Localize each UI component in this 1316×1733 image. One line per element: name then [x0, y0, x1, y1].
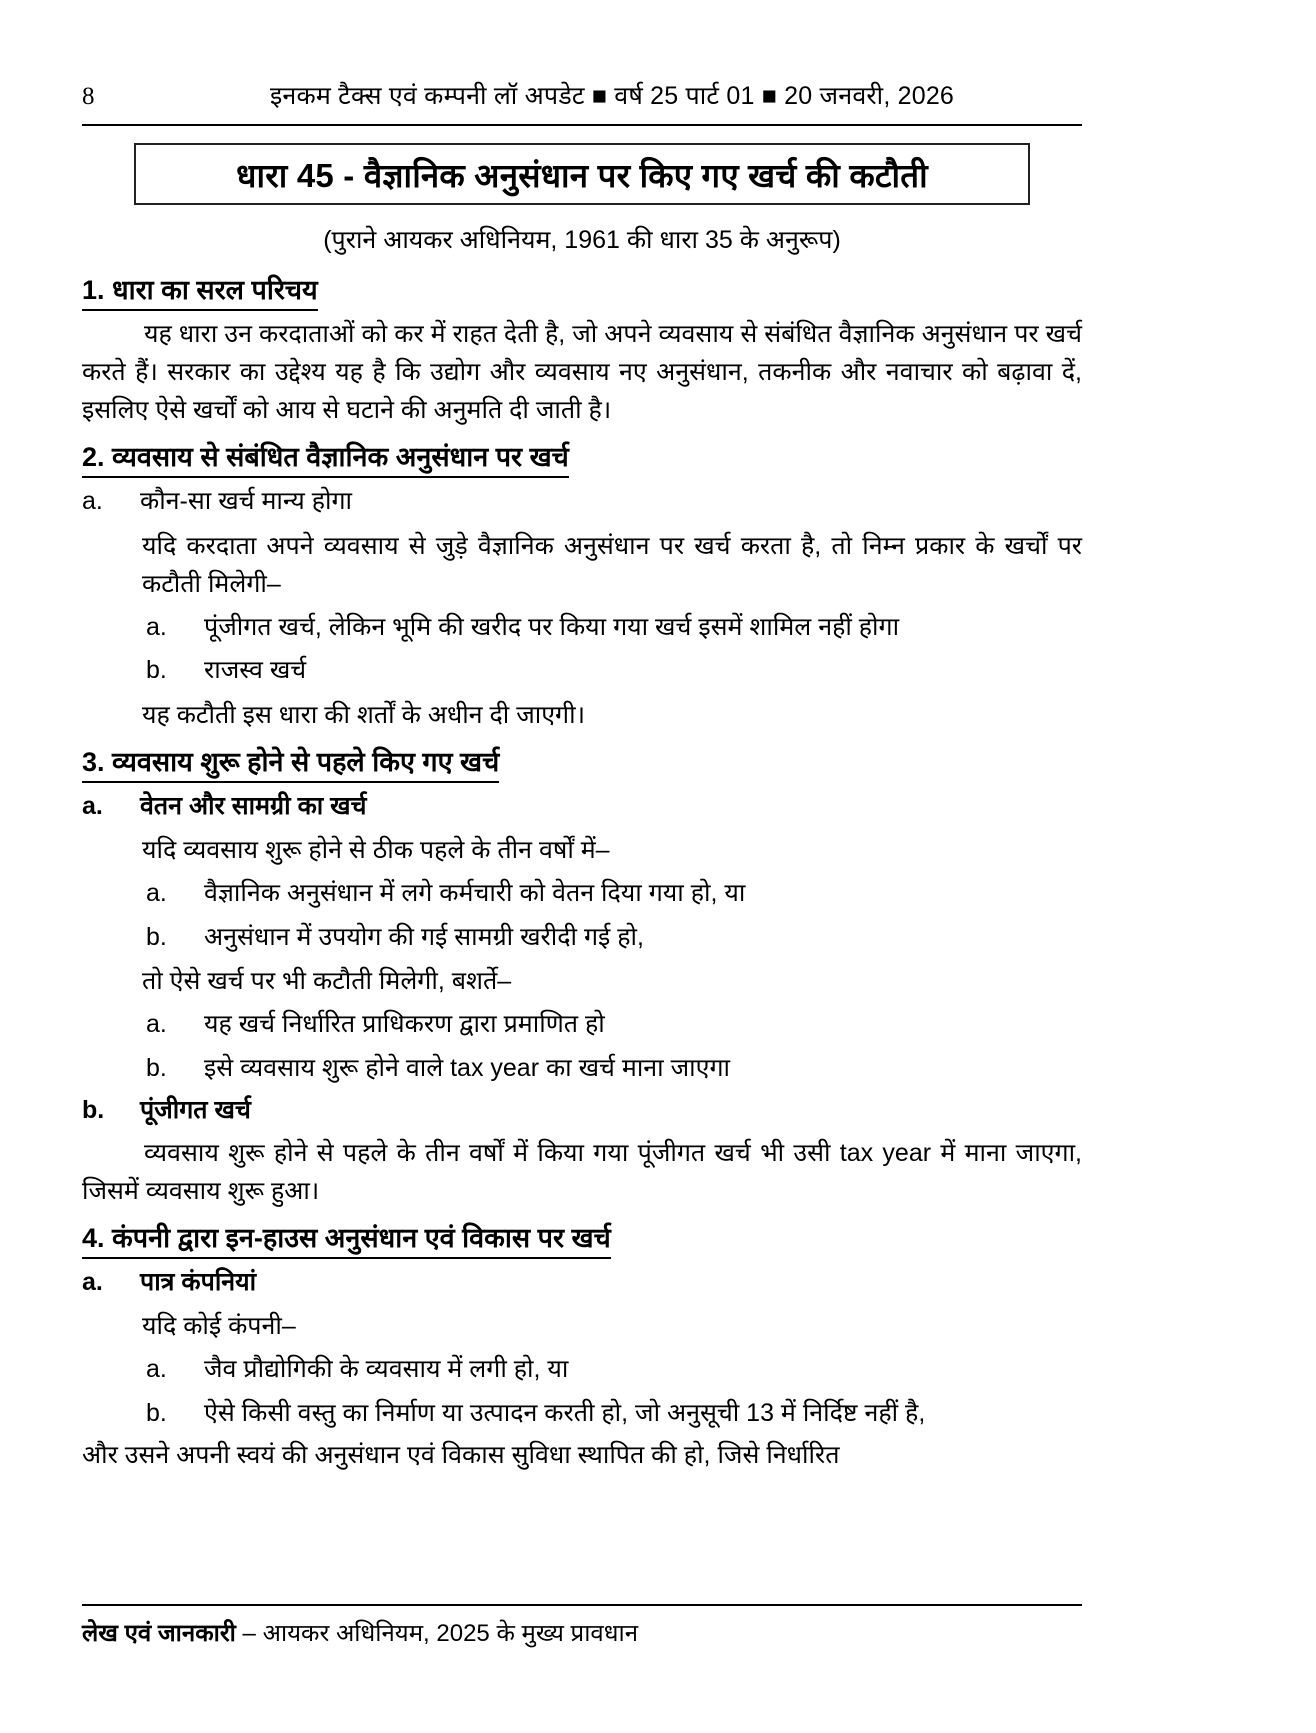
section-3-item-a — [82, 788, 1082, 826]
section-2-subblock — [142, 527, 1082, 734]
section-1-heading — [82, 270, 1082, 311]
header-divider — [82, 124, 1082, 126]
list-marker: a. — [146, 1010, 167, 1038]
document-subtitle: (पुराने आयकर अधिनियम, 1961 की धारा 35 के अनुरूप) — [323, 226, 841, 254]
section-3-heading-text: 3. व्यवसाय शुरू होने से पहले किए गए खर्च — [82, 742, 499, 783]
section-4-closing: और उसने अपनी स्वयं की अनुसंधान एवं विकास सुविधा स्थापित की हो, जिसे निर्धारित — [82, 1441, 840, 1469]
section-2-heading — [82, 437, 1082, 478]
list-item-text: ऐसे किसी वस्तु का निर्माण या उत्पादन करती हो, जो अनुसूची 13 में निर्दिष्ट नहीं है, — [204, 1398, 926, 1427]
section-1-paragraph: यह धारा उन करदाताओं को कर में राहत देती है, जो अपने व्यवसाय से संबंधित वैज्ञानिक अनुसंधान पर खर्च करते हैं। सरकार का उद्देश्य यह है कि उद्योग और व्यवसाय नए अनुसंधान, तकनीक और नवाचार को बढ़ावा दें, इसलिए ऐसे खर्चों को आय से घटाने की अनुमति दी जाती है। — [82, 320, 1082, 424]
section-2-closing: यह कटौती इस धारा की शर्तों के अधीन दी जाएगी। — [142, 700, 586, 729]
list-item — [142, 1351, 1082, 1389]
section-3-mid-lead: तो ऐसे खर्च पर भी कटौती मिलेगी, बशर्ते– — [142, 967, 512, 995]
section-3-item-b — [82, 1092, 1082, 1130]
section-3-heading — [82, 742, 1082, 783]
list-item-title: कौन-सा खर्च मान्य होगा — [140, 487, 353, 515]
list-item-text: इसे व्यवसाय शुरू होने वाले tax year का खर्च माना जाएगा — [204, 1053, 730, 1082]
list-item-text: जैव प्रौद्योगिकी के व्यवसाय में लगी हो, या — [204, 1355, 569, 1383]
list-marker: a. — [82, 1267, 103, 1296]
list-marker: a. — [82, 487, 103, 515]
list-item-title: पूंजीगत खर्च — [140, 1096, 251, 1124]
list-marker: b. — [146, 656, 167, 684]
list-marker: a. — [146, 1355, 167, 1383]
section-2-item-a — [82, 483, 1082, 521]
section-4-heading-text: 4. कंपनी द्वारा इन-हाउस अनुसंधान एवं विकास पर खर्च — [82, 1218, 611, 1259]
list-item — [142, 1006, 1082, 1044]
list-marker: b. — [82, 1096, 105, 1124]
list-item-text: पूंजीगत खर्च, लेकिन भूमि की खरीद पर किया गया खर्च इसमें शामिल नहीं होगा — [204, 612, 900, 641]
list-marker: a. — [146, 879, 167, 907]
list-marker: b. — [146, 922, 167, 951]
list-item — [142, 652, 1082, 690]
list-item-text: अनुसंधान में उपयोग की गई सामग्री खरीदी गई हो, — [204, 922, 644, 951]
list-item-text: राजस्व खर्च — [204, 656, 307, 684]
list-marker: b. — [146, 1398, 167, 1427]
document-title: धारा 45 - वैज्ञानिक अनुसंधान पर किए गए खर्च की कटौती — [236, 156, 928, 194]
page-footer — [82, 1616, 1082, 1649]
list-item — [142, 1050, 1082, 1088]
list-item-text: यह खर्च निर्धारित प्राधिकरण द्वारा प्रमाणित हो — [204, 1010, 605, 1038]
section-4-lead: यदि कोई कंपनी– — [142, 1312, 296, 1340]
section-1-heading-text: 1. धारा का सरल परिचय — [82, 270, 318, 311]
section-4-heading — [82, 1218, 1082, 1259]
section-3-subblock-1 — [142, 831, 1082, 1087]
header-title: इनकम टैक्स एवं कम्पनी लॉ अपडेट ■ वर्ष 25 पार्ट 01 ■ 20 जनवरी, 2026 — [269, 82, 955, 110]
document-title-box — [134, 143, 1030, 205]
section-3-item-b-paragraph: व्यवसाय शुरू होने से पहले के तीन वर्षों में किया गया पूंजीगत खर्च भी उसी tax year में माना जाएगा, जिसमें व्यवसाय शुरू हुआ। — [82, 1138, 1082, 1205]
section-3-lead: यदि व्यवसाय शुरू होने से ठीक पहले के तीन वर्षों में– — [142, 836, 610, 864]
footer-bold-label: लेख एवं जानकारी — [82, 1620, 236, 1647]
list-item-title: वेतन और सामग्री का खर्च — [140, 791, 367, 820]
footer-divider — [82, 1604, 1082, 1606]
page-header — [82, 78, 1082, 112]
list-item — [142, 609, 1082, 647]
list-item — [142, 1395, 1082, 1433]
list-marker: b. — [146, 1053, 167, 1082]
footer-rest-label: – आयकर अधिनियम, 2025 के मुख्य प्रावधान — [235, 1620, 639, 1647]
list-marker: a. — [146, 612, 167, 641]
section-4-subblock — [142, 1307, 1082, 1432]
list-item-text: वैज्ञानिक अनुसंधान में लगे कर्मचारी को वेतन दिया गया हो, या — [204, 879, 746, 907]
list-marker: a. — [82, 791, 103, 820]
section-2-heading-text: 2. व्यवसाय से संबंधित वैज्ञानिक अनुसंधान पर खर्च — [82, 437, 569, 478]
list-item — [142, 875, 1082, 913]
page-number: 8 — [82, 83, 95, 110]
section-4-item-a — [82, 1264, 1082, 1302]
document-body — [82, 262, 1082, 1476]
list-item-title: पात्र कंपनियां — [140, 1267, 257, 1296]
section-2-lead: यदि करदाता अपने व्यवसाय से जुड़े वैज्ञानिक अनुसंधान पर खर्च करता है, तो निम्न प्रकार के खर्चों पर कटौती मिलेगी– — [142, 531, 1082, 598]
list-item — [142, 919, 1082, 957]
